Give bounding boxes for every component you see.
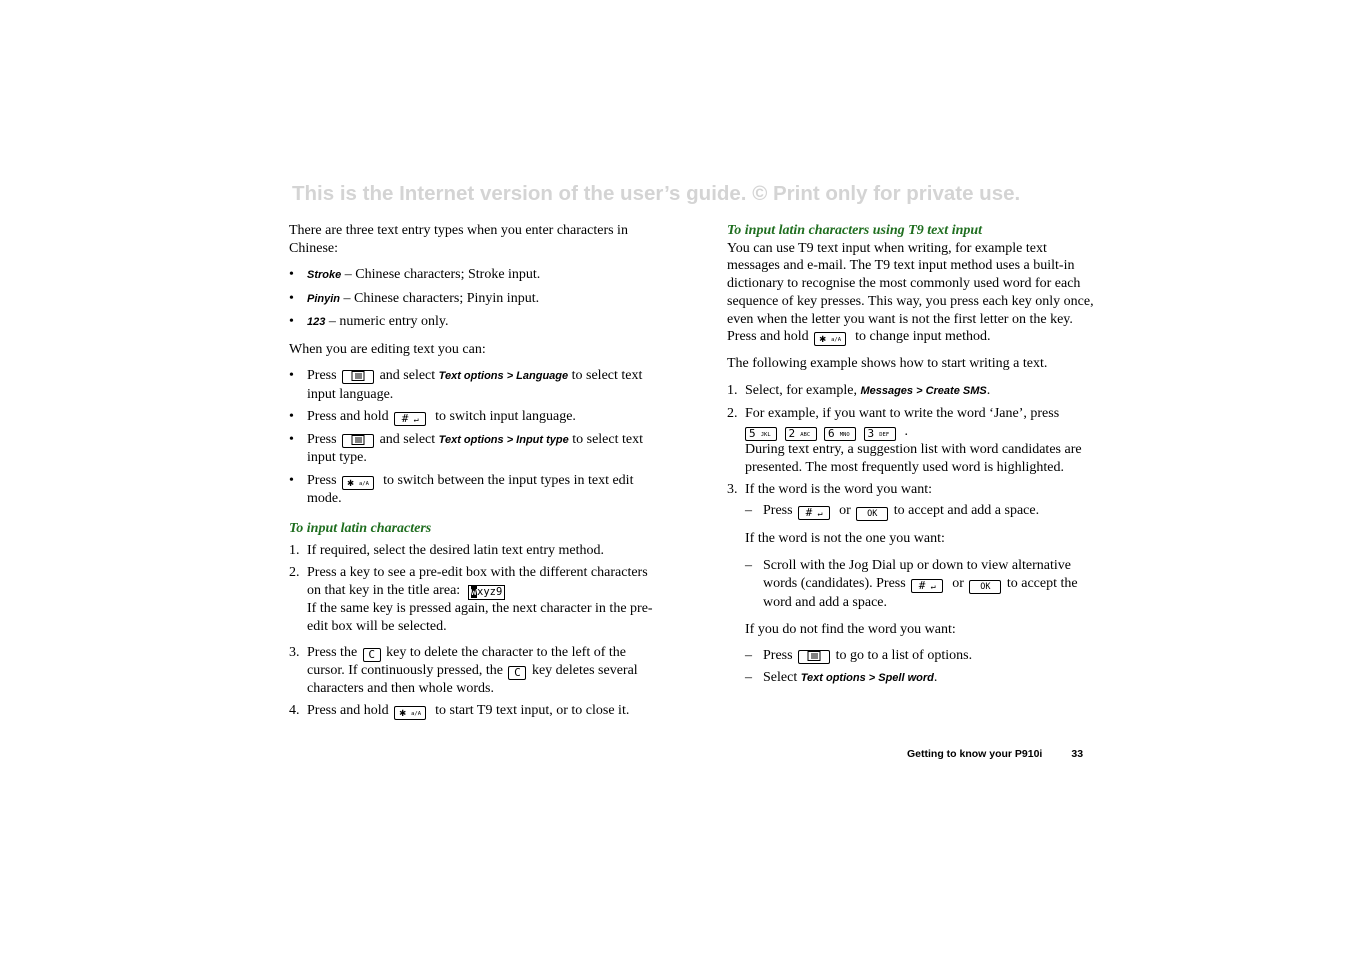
ui-label: 123 bbox=[307, 315, 326, 328]
ui-label: Stroke bbox=[307, 269, 342, 282]
item-text: key deletes several characters and then whole words. bbox=[307, 663, 638, 697]
list-item bbox=[289, 313, 664, 332]
example-paragraph: The following example shows how to start writing a text. bbox=[727, 356, 1048, 372]
right-column bbox=[727, 222, 1099, 697]
intro-paragraph: There are three text entry types when you enter characters in Chinese: bbox=[289, 223, 628, 256]
c-key-icon: C bbox=[508, 666, 526, 680]
ui-label: Text options > Language bbox=[438, 370, 569, 383]
menu-key-icon bbox=[342, 434, 374, 448]
entry-type-list bbox=[289, 266, 664, 331]
item-text: key to delete the character to the left of the cursor. If continuously pressed, the bbox=[307, 645, 626, 679]
item-text: Press bbox=[763, 648, 793, 664]
dash-list bbox=[745, 502, 1099, 521]
item-text: to accept the word and add a space. bbox=[763, 575, 1078, 610]
key-6-icon: 6 MNO bbox=[824, 427, 856, 441]
ui-label: Text options > Input type bbox=[438, 433, 569, 446]
watermark: This is the Internet version of the user’s guide. © Print only for private use. bbox=[292, 182, 1021, 205]
key-5-icon: 5 JKL bbox=[745, 427, 777, 441]
paragraph-text: You can use T9 text input when writing, for example text messages and e-mail. The T9 text input method uses a built-in dictionary to recognise the most commonly used word for each sequence of key presses. This way, you press each key only once, even when the letter you want is not the first letter on the key. Press and hold bbox=[727, 240, 1094, 345]
item-text: . bbox=[933, 670, 938, 686]
item-text: During text entry, a suggestion list with word candidates are presented. The most frequently used word is highlighted. bbox=[745, 441, 1082, 475]
list-item bbox=[745, 502, 1099, 521]
paragraph-text: to change input method. bbox=[855, 329, 991, 345]
step-number: 4. bbox=[289, 703, 300, 719]
page-footer bbox=[907, 746, 1083, 764]
step-number: 3. bbox=[727, 481, 738, 497]
list-item bbox=[745, 557, 1099, 611]
list-item bbox=[289, 431, 664, 467]
item-text: Select, for example, bbox=[745, 382, 857, 398]
item-text: Press a key to see a pre-edit box with the different characters on that key in the title area: bbox=[307, 565, 648, 598]
star-key-icon: ✱ a/A bbox=[814, 332, 846, 346]
c-key-icon: C bbox=[363, 648, 381, 662]
editing-list bbox=[289, 367, 664, 507]
list-item bbox=[289, 290, 664, 309]
item-text: to select text input language. bbox=[307, 368, 643, 402]
t9-paragraph bbox=[727, 240, 1099, 347]
step-number: 3. bbox=[289, 645, 300, 661]
item-text: Press bbox=[307, 431, 337, 447]
list-item bbox=[745, 669, 1099, 688]
list-item bbox=[289, 644, 664, 698]
list-item bbox=[727, 405, 1099, 476]
step-number: 2. bbox=[727, 406, 738, 422]
left-column bbox=[289, 222, 664, 729]
item-text: and select bbox=[379, 431, 436, 447]
item-text: Press bbox=[307, 472, 337, 488]
item-text: If the same key is pressed again, the next character in the pre-edit box will be selected. bbox=[307, 600, 653, 634]
item-text: For example, if you want to write the word ‘Jane’, press bbox=[745, 406, 1060, 422]
item-text: Press and hold bbox=[307, 703, 389, 719]
item-text: . bbox=[986, 382, 991, 398]
list-item bbox=[289, 564, 664, 635]
item-text: Press bbox=[307, 368, 337, 384]
sub-paragraph: If the word is not the one you want: bbox=[745, 531, 945, 547]
list-item bbox=[727, 382, 1099, 401]
ui-label: Text options > Spell word bbox=[800, 672, 934, 685]
hash-key-icon: # ↵ bbox=[911, 579, 943, 593]
sub-paragraph: If you do not find the word you want: bbox=[745, 621, 956, 637]
dash-list bbox=[745, 647, 1099, 688]
item-text: – numeric entry only. bbox=[325, 313, 449, 329]
item-text: to accept and add a space. bbox=[893, 503, 1040, 519]
preedit-box: wxyz9 bbox=[468, 585, 506, 600]
star-key-icon: ✱ a/A bbox=[342, 476, 374, 490]
item-text: . bbox=[904, 423, 908, 439]
item-text: to go to a list of options. bbox=[835, 648, 973, 664]
list-item bbox=[727, 481, 1099, 688]
step-number: 1. bbox=[289, 542, 300, 558]
step-number: 2. bbox=[289, 565, 300, 581]
item-text: – Chinese characters; Stroke input. bbox=[341, 267, 541, 283]
list-item bbox=[289, 408, 664, 426]
list-item bbox=[289, 472, 664, 508]
item-text: If required, select the desired latin text entry method. bbox=[307, 542, 605, 558]
page-number: 33 bbox=[1071, 748, 1084, 760]
item-text: Press bbox=[763, 503, 793, 519]
item-text: If the word is the word you want: bbox=[745, 481, 933, 497]
item-text: Scroll with the Jog Dial up or down to view alternative words (candidates). Press bbox=[763, 558, 1071, 591]
star-key-icon: ✱ a/A bbox=[394, 706, 426, 720]
menu-key-icon bbox=[798, 650, 830, 664]
editing-intro: When you are editing text you can: bbox=[289, 341, 486, 357]
hash-key-icon: # ↵ bbox=[798, 506, 830, 520]
latin-steps bbox=[289, 542, 664, 721]
item-text: to switch between the input types in text edit mode. bbox=[307, 472, 634, 506]
heading-latin: To input latin characters bbox=[289, 521, 432, 537]
list-item bbox=[289, 542, 664, 560]
item-text: to select text input type. bbox=[307, 431, 643, 466]
item-text: or bbox=[839, 503, 851, 519]
ui-label: Messages > Create SMS bbox=[860, 384, 987, 397]
menu-key-icon bbox=[342, 370, 374, 384]
item-text: to switch input language. bbox=[435, 409, 576, 425]
key-3-icon: 3 DEF bbox=[864, 427, 896, 441]
ok-key-icon: OK bbox=[856, 507, 888, 521]
list-item bbox=[289, 367, 664, 403]
hash-key-icon: # ↵ bbox=[394, 412, 426, 426]
step-number: 1. bbox=[727, 382, 738, 398]
item-text: and select bbox=[379, 368, 436, 384]
dash-list bbox=[745, 557, 1099, 611]
key-2-icon: 2 ABC bbox=[785, 427, 817, 441]
t9-steps bbox=[727, 382, 1099, 688]
item-text: to start T9 text input, or to close it. bbox=[435, 703, 630, 719]
item-text: – Chinese characters; Pinyin input. bbox=[340, 290, 540, 306]
footer-title: Getting to know your P910i bbox=[907, 748, 1043, 760]
item-text: or bbox=[952, 575, 964, 591]
heading-t9: To input latin characters using T9 text input bbox=[727, 223, 983, 238]
ok-key-icon: OK bbox=[969, 580, 1001, 594]
ui-label: Pinyin bbox=[307, 292, 341, 305]
list-item bbox=[289, 702, 664, 720]
list-item bbox=[289, 266, 664, 285]
list-item bbox=[745, 647, 1099, 665]
item-text: Press the bbox=[307, 645, 358, 661]
item-text: Select bbox=[763, 670, 798, 686]
item-text: Press and hold bbox=[307, 409, 389, 425]
